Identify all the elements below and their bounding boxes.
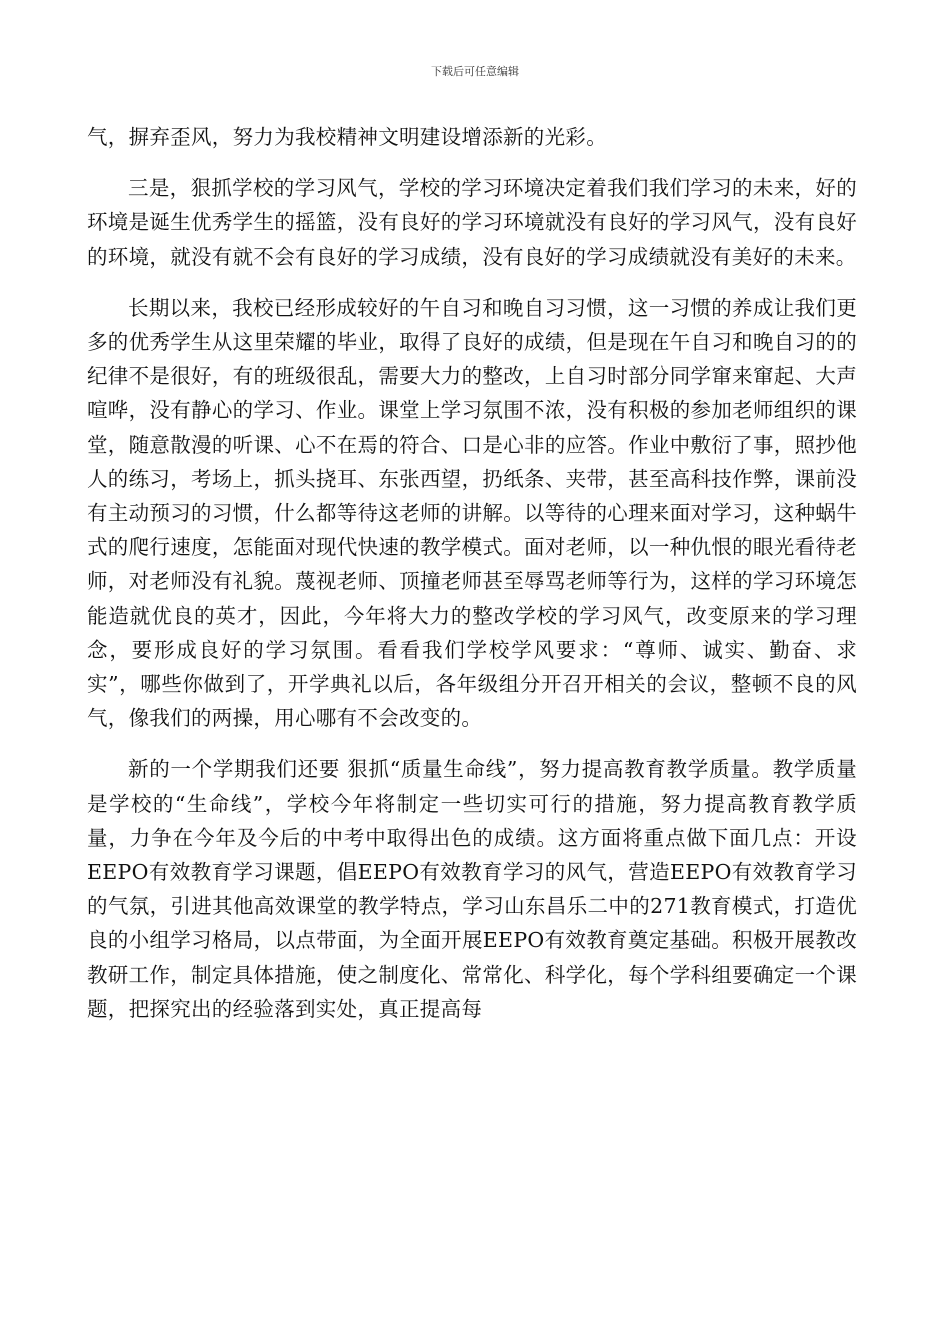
paragraph-study-atmosphere: 三是，狠抓学校的学习风气，学校的学习环境决定着我们我们学习的未来，好的环境是诞生优秀学生的摇篮，没有良好的学习环境就没有良好的学习风气，没有良好的环境，就没有就不会有良好的学习成绩，没有良好的学习成绩就没有美好的未来。 bbox=[87, 176, 857, 269]
paragraph-self-study-habits: 长期以来，我校已经形成较好的午自习和晚自习习惯，这一习惯的养成让我们更多的优秀学生从这里荣耀的毕业，取得了良好的成绩，但是现在午自习和晚自习的的纪律不是很好，有的班级很乱，需要大力的整改，上自习时部分同学窜来窜起、大声喧哗，没有静心的学习、作业。课堂上学习氛围不浓，没有积极的参加老师组织的课堂，随意散漫的听课、心不在焉的符合、口是心非的应答。作业中敷衍了事，照抄他人的练习，考场上，抓头挠耳、东张西望，扔纸条、夹带，甚至高科技作弊，课前没有主动预习的习惯，什么都等待这老师的讲解。以等待的心理来面对学习，这种蜗牛式的爬行速度，怎能面对现代快速的教学模式。面对老师，以一种仇恨的眼光看待老师，对老师没有礼貌。蔑视老师、顶撞老师甚至辱骂老师等行为，这样的学习环境怎能造就优良的英才，因此，今年将大力的整改学校的学习风气，改变原来的学习理念，要形成良好的学习氛围。看看我们学校学风要求：“尊师、诚实、勤奋、求实”，哪些你做到了，开学典礼以后，各年级组分开召开相关的会议，整顿不良的风气，像我们的两操，用心哪有不会改变的。 bbox=[87, 295, 857, 731]
paragraph-continuation: 气，摒弃歪风，努力为我校精神文明建设增添新的光彩。 bbox=[87, 125, 607, 149]
page-header: 下载后可任意编辑 bbox=[431, 65, 519, 78]
document-body bbox=[87, 120, 857, 1026]
paragraph-teaching-quality: 新的一个学期我们还要 狠抓“质量生命线”，努力提高教育教学质量。教学质量是学校的“生命线”，学校今年将制定一些切实可行的措施，努力提高教育教学质量，力争在今年及今后的中考中取得出色的成绩。这方面将重点做下面几点：开设EEPO有效教育学习课题，倡EEPO有效教育学习的风气，营造EEPO有效教育学习的气氛，引进其他高效课堂的教学特点，学习山东昌乐二中的271教育模式，打造优良的小组学习格局，以点带面，为全面开展EEPO有效教育奠定基础。积极开展教改教研工作，制定具体措施，使之制度化、常常化、科学化，每个学科组要确定一个课题，把探究出的经验落到实处，真正提高每 bbox=[87, 757, 857, 1021]
